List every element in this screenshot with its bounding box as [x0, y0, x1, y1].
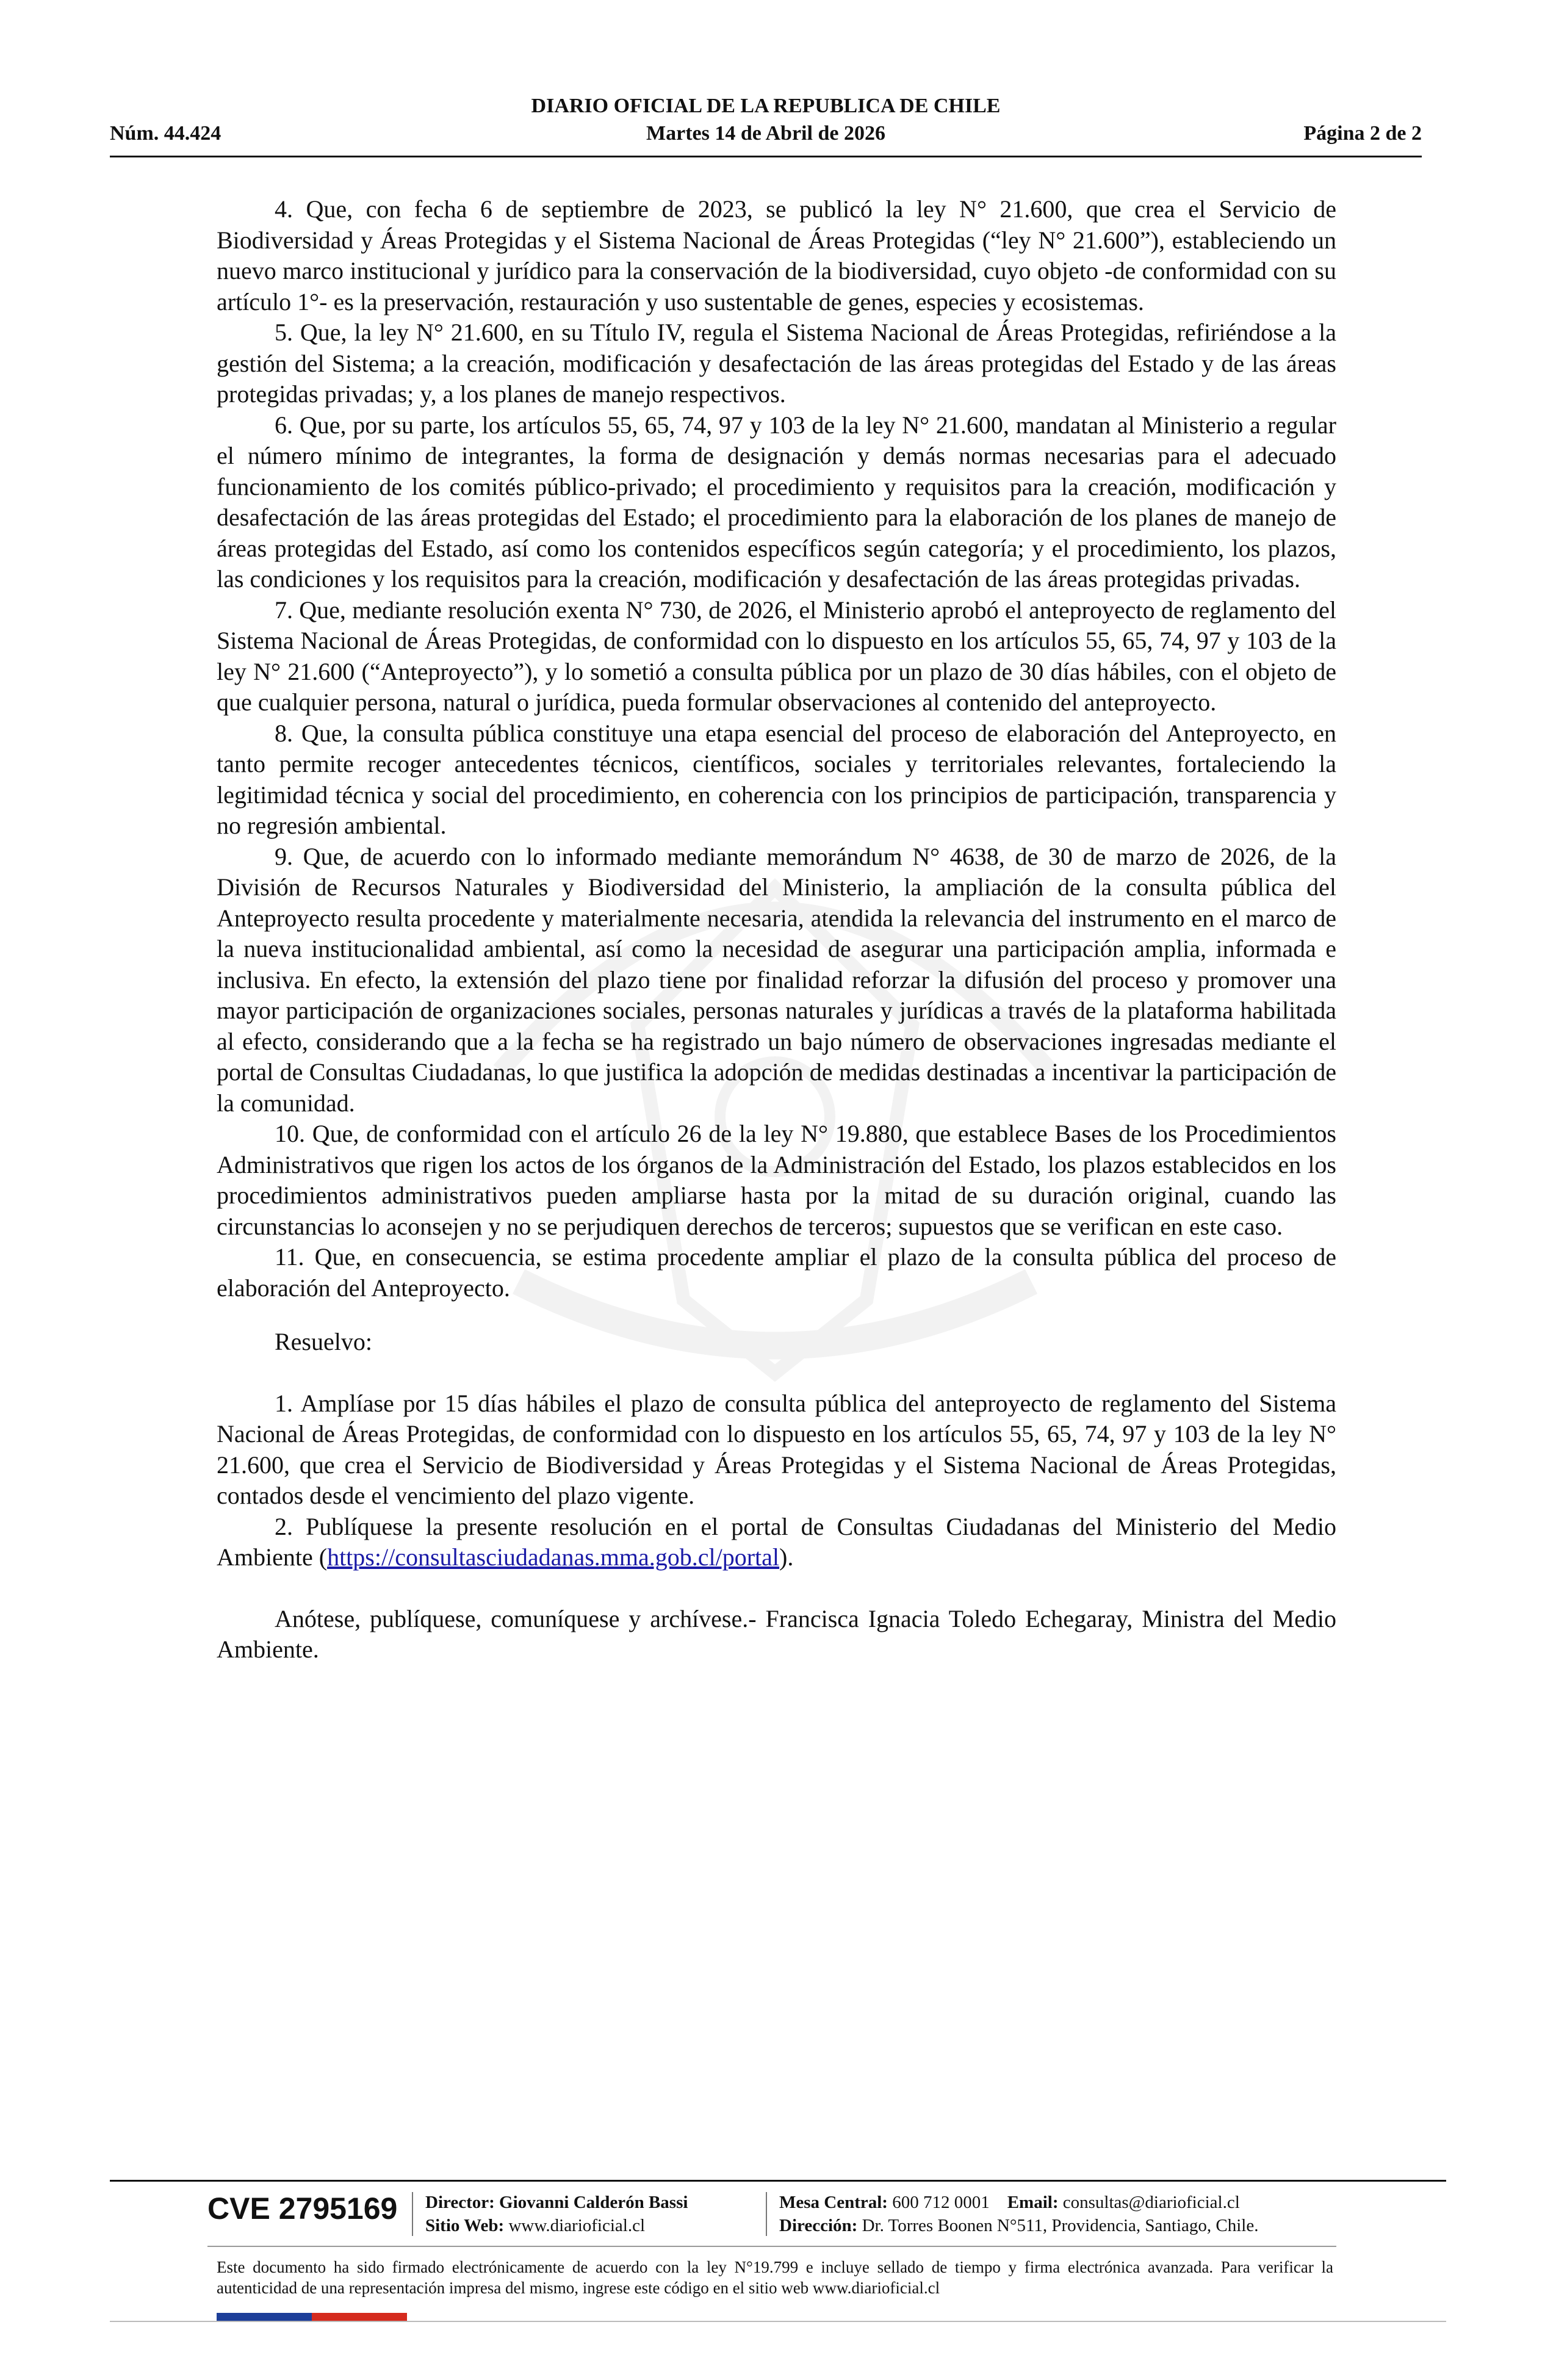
paragraph-9: 9. Que, de acuerdo con lo informado mediante memorándum N° 4638, de 30 de marzo de 2026, de la División de Recursos Naturales y Biodiversidad del Ministerio, la ampliación de la consulta pública del Anteproyecto resulta procedente y materialmente necesaria, atendida la relevancia del instrumento en el marco de la nueva institucionalidad ambiental, así como la necesidad de asegurar una participación amplia, informada e inclusiva. En efecto, la extensión del plazo tiene por finalidad reforzar la difusión del proceso y promover una mayor participación de organizaciones sociales, personas naturales y jurídicas a través de la plataforma habilitada al efecto, considerando que a la fecha se ha registrado un bajo número de observaciones ingresadas mediante el portal de Consultas Ciudadanas, lo que justifica la adopción de medidas destinadas a incentivar la participación de la comunidad. [217, 842, 1336, 1117]
email-label: Email: [1007, 2193, 1059, 2212]
resolution-2-end: ). [779, 1543, 794, 1571]
contact-line [779, 2191, 1258, 2214]
paragraph-8: 8. Que, la consulta pública constituye una etapa esencial del proceso de elaboración del Anteproyecto, en tanto permite recoger antecedentes técnicos, científicos, sociales y territoriales relevantes, fortaleciendo la legitimidad técnica y social del procedimiento, en coherencia con los principios de participación, transparencia y no regresión ambiental. [217, 719, 1336, 839]
document-body [217, 194, 1336, 1665]
paragraph-10: 10. Que, de conformidad con el artículo 26 de la ley N° 19.880, que establece Bases de los Procedimientos Administrativos que rigen los actos de los órganos de la Administración del Estado, los plazos establecidos en los procedimientos administrativos pueden ampliarse hasta por la mitad de su duración original, cuando las circunstancias lo aconsejen y no se perjudiquen derechos de terceros; supuestos que se verifican en este caso. [217, 1120, 1336, 1240]
mesa-value: 600 712 0001 [892, 2193, 990, 2212]
flag-stripe [217, 2313, 407, 2321]
address-value: Dr. Torres Boonen N°511, Providencia, Santiago, Chile. [862, 2216, 1259, 2235]
resolution-2-text: 2. Publíquese la presente resolución en el portal de Consultas Ciudadanas del Ministerio del Medio Ambiente ( [217, 1512, 1336, 1571]
footer-separator [766, 2192, 767, 2236]
flag-blue-segment [217, 2313, 312, 2321]
email-value: consultas@diarioficial.cl [1062, 2193, 1240, 2212]
paragraph-5: 5. Que, la ley N° 21.600, en su Título IV, regula el Sistema Nacional de Áreas Protegidas, refiriéndose a la gestión del Sistema; a la creación, modificación y desafectación de las áreas protegidas del Estado y de las áreas protegidas privadas; y, a los planes de manejo respectivos. [217, 319, 1336, 408]
website-value: www.diarioficial.cl [508, 2216, 646, 2235]
cve-code: CVE 2795169 [207, 2191, 398, 2226]
page-header [110, 95, 1422, 156]
director-label: Director: [425, 2193, 495, 2212]
director-name: Giovanni Calderón Bassi [499, 2193, 688, 2212]
director-line [425, 2191, 688, 2214]
website-label: Sitio Web: [425, 2216, 505, 2235]
resolution-2 [217, 1512, 1336, 1573]
footer-mid-divider [207, 2246, 1336, 2247]
address-label: Dirección: [779, 2216, 858, 2235]
header-divider [110, 156, 1422, 157]
address-line [779, 2214, 1258, 2237]
issue-date: Martes 14 de Abril de 2026 [646, 122, 885, 145]
paragraph-4: 4. Que, con fecha 6 de septiembre de 2023, se publicó la ley N° 21.600, que crea el Servicio de Biodiversidad y Áreas Protegidas y el Sistema Nacional de Áreas Protegidas (“ley N° 21.600”), estableciendo un nuevo marco institucional y jurídico para la conservación de la biodiversidad, cuyo objeto -de conformidad con su artículo 1°- es la preservación, restauración y uso sustentable de genes, especies y ecosistemas. [217, 195, 1336, 316]
publication-title: DIARIO OFICIAL DE LA REPUBLICA DE CHILE [531, 95, 1001, 117]
resolution-heading: Resuelvo: [275, 1328, 372, 1355]
page-indicator: Página 2 de 2 [1303, 122, 1422, 145]
footer-separator [412, 2192, 413, 2236]
footer-contact-block [779, 2191, 1258, 2237]
paragraph-11: 11. Que, en consecuencia, se estima procedente ampliar el plazo de la consulta pública del proceso de elaboración del Anteproyecto. [217, 1243, 1336, 1302]
closing-signature: Anótese, publíquese, comuníquese y archívese.- Francisca Ignacia Toledo Echegaray, Ministra del Medio Ambiente. [217, 1604, 1336, 1663]
footer-top-divider [110, 2180, 1446, 2182]
issue-number: Núm. 44.424 [110, 122, 222, 145]
header-row [110, 122, 1422, 150]
paragraph-7: 7. Que, mediante resolución exenta N° 730, de 2026, el Ministerio aprobó el anteproyecto de reglamento del Sistema Nacional de Áreas Protegidas, de conformidad con lo dispuesto en los artículos 55, 65, 74, 97 y 103 de la ley N° 21.600 (“Anteproyecto”), y lo sometió a consulta pública por un plazo de 30 días hábiles, con el objeto de que cualquier persona, natural o jurídica, pueda formular observaciones al contenido del anteproyecto. [217, 596, 1336, 716]
website-line [425, 2214, 688, 2237]
footer-director-block [425, 2191, 688, 2237]
mesa-label: Mesa Central: [779, 2193, 888, 2212]
electronic-signature-note: Este documento ha sido firmado electrónicamente de acuerdo con la ley N°19.799 e incluye sellado de tiempo y firma electrónica avanzada. Para verificar la autenticidad de una representación impresa del mismo, ingrese este código en el sitio web www.diarioficial.cl [217, 2258, 1333, 2297]
consultas-portal-link[interactable]: https://consultasciudadanas.mma.gob.cl/portal [327, 1543, 780, 1571]
footer-bottom-divider [110, 2321, 1446, 2322]
paragraph-6: 6. Que, por su parte, los artículos 55, 65, 74, 97 y 103 de la ley N° 21.600, mandatan al Ministerio a regular el número mínimo de integrantes, la forma de designación y demás normas necesarias para el adecuado funcionamiento de los comités público-privado; el procedimiento y requisitos para la creación, modificación y desafectación de las áreas protegidas del Estado; el procedimiento para la elaboración de los planes de manejo de áreas protegidas del Estado, así como los contenidos específicos según categoría; y el procedimiento, los plazos, las condiciones y los requisitos para la creación, modificación y desafectación de las áreas protegidas privadas. [217, 411, 1336, 593]
flag-red-segment [312, 2313, 407, 2321]
resolution-1: 1. Amplíase por 15 días hábiles el plazo de consulta pública del anteproyecto de reglamento del Sistema Nacional de Áreas Protegidas, de conformidad con lo dispuesto en los artículos 55, 65, 74, 97 y 103 de la ley N° 21.600, que crea el Servicio de Biodiversidad y Áreas Protegidas y el Sistema Nacional de Áreas Protegidas, contados desde el vencimiento del plazo vigente. [217, 1389, 1336, 1509]
